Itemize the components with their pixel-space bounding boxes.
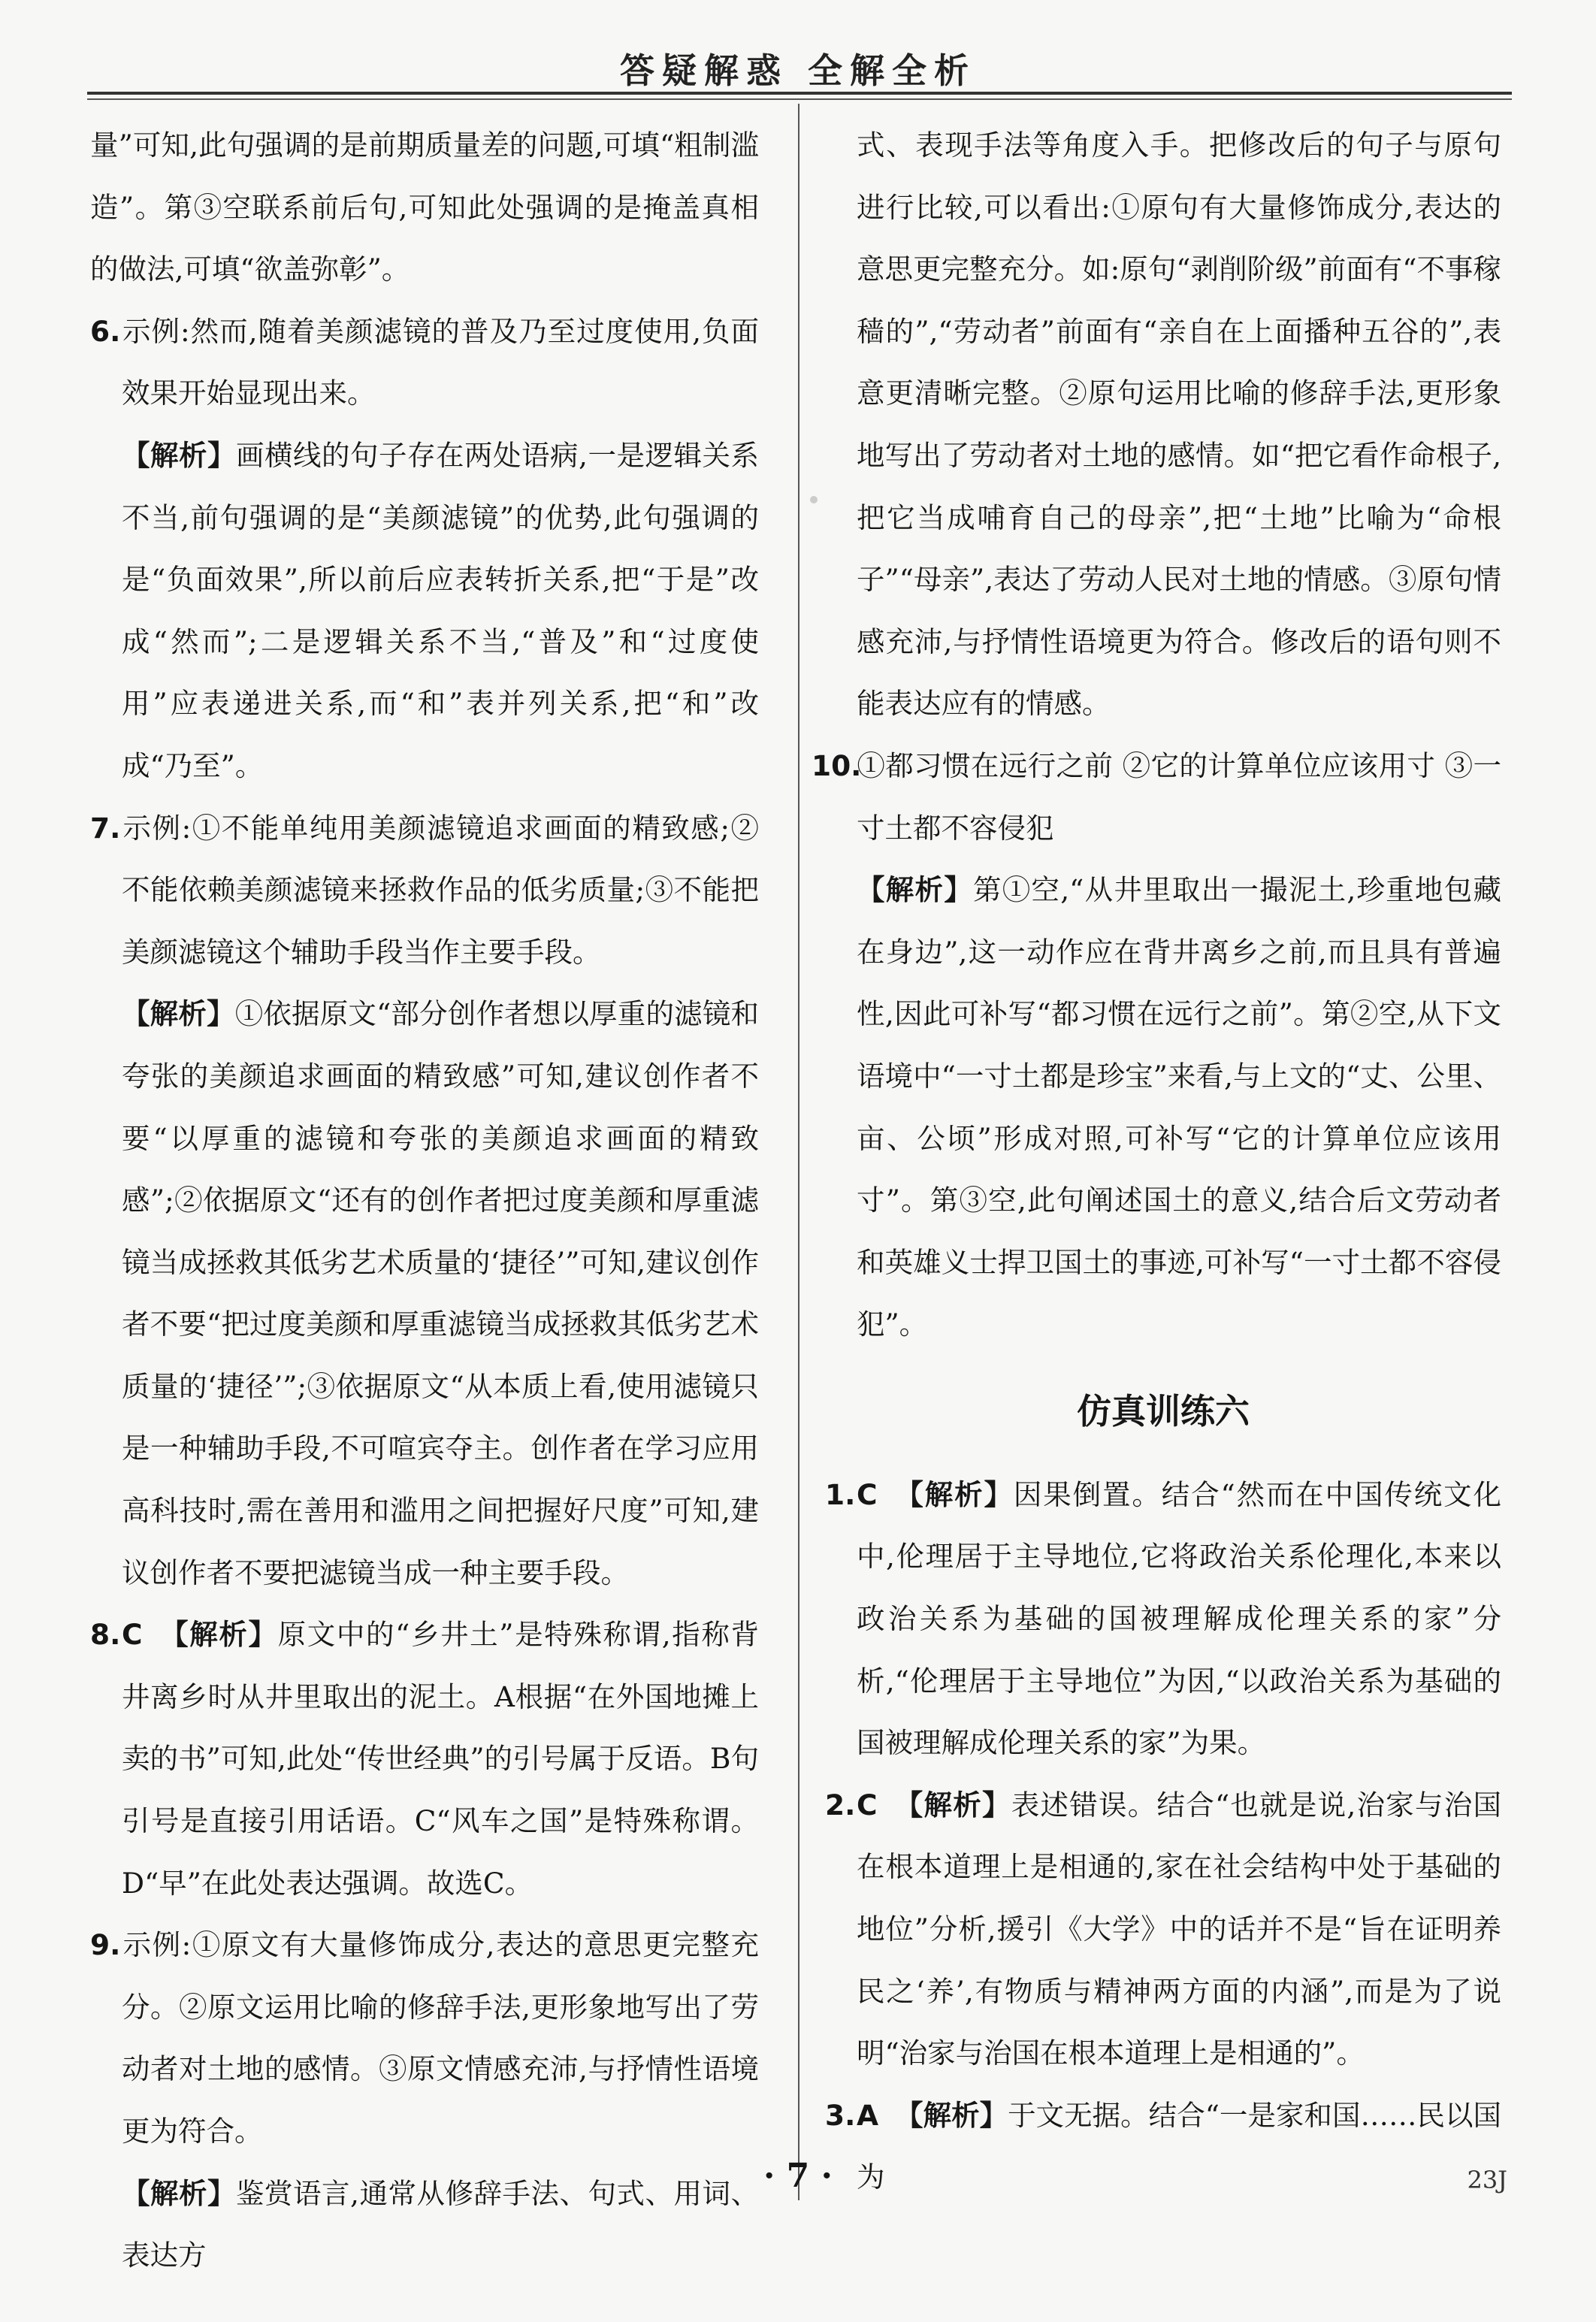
analysis-tag: 【解析】 <box>895 2098 1008 2132</box>
analysis-10 <box>825 859 1501 1356</box>
item-number: 10. <box>812 748 862 782</box>
analysis-text: 表述错误。结合“也就是说,治家与治国在根本道理上是相通的,家在社会结构中处于基础的地位”分析,援引《大学》中的话并不是“旨在证明养民之‘养’,有物质与精神两方面的内涵”,而是为了说明“治家与治国在根本道理上是相通的”。 <box>857 1788 1502 2070</box>
item-number: 7. <box>90 811 121 845</box>
answer-letter: A <box>857 2098 879 2132</box>
item-number: 1. <box>825 1477 856 1511</box>
answer-text: ①都习惯在远行之前 ②它的计算单位应该用寸 ③一寸土都不容侵犯 <box>857 748 1501 845</box>
header-title: 答疑解惑 全解全析 <box>619 50 976 91</box>
analysis-tag: 【解析】 <box>122 2176 237 2210</box>
answer-text: 示例:①原文有大量修饰成分,表达的意思更完整充分。②原文运用比喻的修辞手法,更形象地写出了劳动者对土地的感情。③原文情感充沛,与抒情性语境更为符合。 <box>122 1928 759 2148</box>
analysis-tag: 【解析】 <box>122 997 235 1031</box>
header-rule-thin <box>87 98 1512 100</box>
analysis-text: 于文无据。结合“一是家和国……民以国为 <box>857 2098 1502 2194</box>
answer-item-1 <box>825 1464 1501 1774</box>
right-column <box>812 114 1502 2203</box>
item-number: 9. <box>90 1928 121 1962</box>
answer-item-7 <box>90 797 759 984</box>
analysis-9-continued <box>825 114 1501 735</box>
analysis-text: 画横线的句子存在两处语病,一是逻辑关系不当,前句强调的是“美颜滤镜”的优势,此句强调的是“负面效果”,所以前后应表转折关系,把“于是”改成“然而”;二是逻辑关系不当,“普及”和“过度使用”应表递进关系,而“和”表并列关系,把“和”改成“乃至”。 <box>122 438 759 782</box>
analysis-text: 鉴赏语言,通常从修辞手法、句式、用词、表达方 <box>122 2176 759 2272</box>
scan-mark <box>810 496 818 503</box>
answer-item-8 <box>90 1604 759 1914</box>
analysis-tag: 【解析】 <box>122 438 237 472</box>
paragraph-text: 量”可知,此句强调的是前期质量差的问题,可填“粗制滥造”。第③空联系前后句,可知此处强调的是掩盖真相的做法,可填“欲盖弥彰”。 <box>90 128 759 286</box>
answer-item-10 <box>812 735 1501 859</box>
item-number: 6. <box>90 314 121 348</box>
answer-letter: C <box>857 1788 878 1822</box>
answer-letter: C <box>122 1618 143 1652</box>
answer-text: 示例:然而,随着美颜滤镜的普及乃至过度使用,负面效果开始显现出来。 <box>122 314 759 410</box>
analysis-text: 第①空,“从井里取出一撮泥土,珍重地包藏在身边”,这一动作应在背井离乡之前,而且具有普遍性,因此可补写“都习惯在远行之前”。第②空,从下文语境中“一寸土都是珍宝”来看,与上文的“丈、公里、亩、公顷”形成对照,可补写“它的计算单位应该用寸”。第③空,此句阐述国土的意义,结合后文劳动者和英雄义士捍卫国土的事迹,可补写“一寸土都不容侵犯”。 <box>857 873 1501 1341</box>
analysis-tag: 【解析】 <box>857 873 973 907</box>
item-number: 3. <box>825 2098 856 2132</box>
page-header <box>0 0 1596 104</box>
analysis-text: 因果倒置。结合“然而在中国传统文化中,伦理居于主导地位,它将政治关系伦理化,本来以政治关系为基础的国被理解成伦理关系的家”分析,“伦理居于主导地位”为因,“以政治关系为基础的国被理解成伦理关系的家”为果。 <box>857 1477 1502 1760</box>
analysis-tag: 【解析】 <box>893 1477 1014 1511</box>
analysis-tag: 【解析】 <box>893 1788 1011 1822</box>
answer-text: 示例:①不能单纯用美颜滤镜追求画面的精致感;②不能依赖美颜滤镜来拯救作品的低劣质量;③不能把美颜滤镜这个辅助手段当作主要手段。 <box>122 811 759 969</box>
analysis-6 <box>90 425 759 797</box>
section-title: 仿真训练六 <box>1077 1390 1250 1432</box>
item-number: 8. <box>90 1618 121 1652</box>
answer-letter: C <box>857 1477 878 1511</box>
column-divider <box>798 104 800 2200</box>
left-column <box>90 114 760 2272</box>
header-rule <box>87 92 1512 95</box>
analysis-text: 原文中的“乡井土”是特殊称谓,指称背井离乡时从井里取出的泥土。A根据“在外国地摊上卖的书”可知,此处“传世经典”的引号属于反语。B句引号是直接引用话语。C“风车之国”是特殊称谓。D“早”在此处表达强调。故选C。 <box>122 1618 760 1900</box>
answer-item-9 <box>90 1914 759 2162</box>
analysis-tag: 【解析】 <box>159 1618 278 1652</box>
answer-item-6 <box>90 301 759 425</box>
answer-item-2 <box>825 1774 1501 2085</box>
page-number: · 7 · <box>763 2157 833 2195</box>
analysis-text: 式、表现手法等角度入手。把修改后的句子与原句进行比较,可以看出:①原句有大量修饰成分,表达的意思更完整充分。如:原句“剥削阶级”前面有“不事稼穑的”,“劳动者”前面有“亲自在上面播种五谷的”,表意更清晰完整。②原句运用比喻的修辞手法,更形象地写出了劳动者对土地的感情。如“把它看作命根子,把它当成哺育自己的母亲”,把“土地”比喻为“命根子”“母亲”,表达了劳动人民对土地的情感。③原句情感充沛,与抒情性语境更为符合。修改后的语句则不能表达应有的情感。 <box>857 128 1501 721</box>
continuation-paragraph <box>90 114 759 301</box>
item-number: 2. <box>825 1788 856 1822</box>
analysis-text: ①依据原文“部分创作者想以厚重的滤镜和夸张的美颜追求画面的精致感”可知,建议创作者不要“以厚重的滤镜和夸张的美颜追求画面的精致感”;②依据原文“还有的创作者把过度美颜和厚重滤镜当成拯救其低劣艺术质量的‘捷径’”可知,建议创作者不要“把过度美颜和厚重滤镜当成拯救其低劣艺术质量的‘捷径’”;③依据原文“从本质上看,使用滤镜只是一种辅助手段,不可喧宾夺主。创作者在学习应用高科技时,需在善用和滥用之间把握好尺度”可知,建议创作者不要把滤镜当成一种主要手段。 <box>122 997 760 1589</box>
analysis-7 <box>90 983 759 1604</box>
edition-code: 23J <box>1467 2166 1507 2194</box>
